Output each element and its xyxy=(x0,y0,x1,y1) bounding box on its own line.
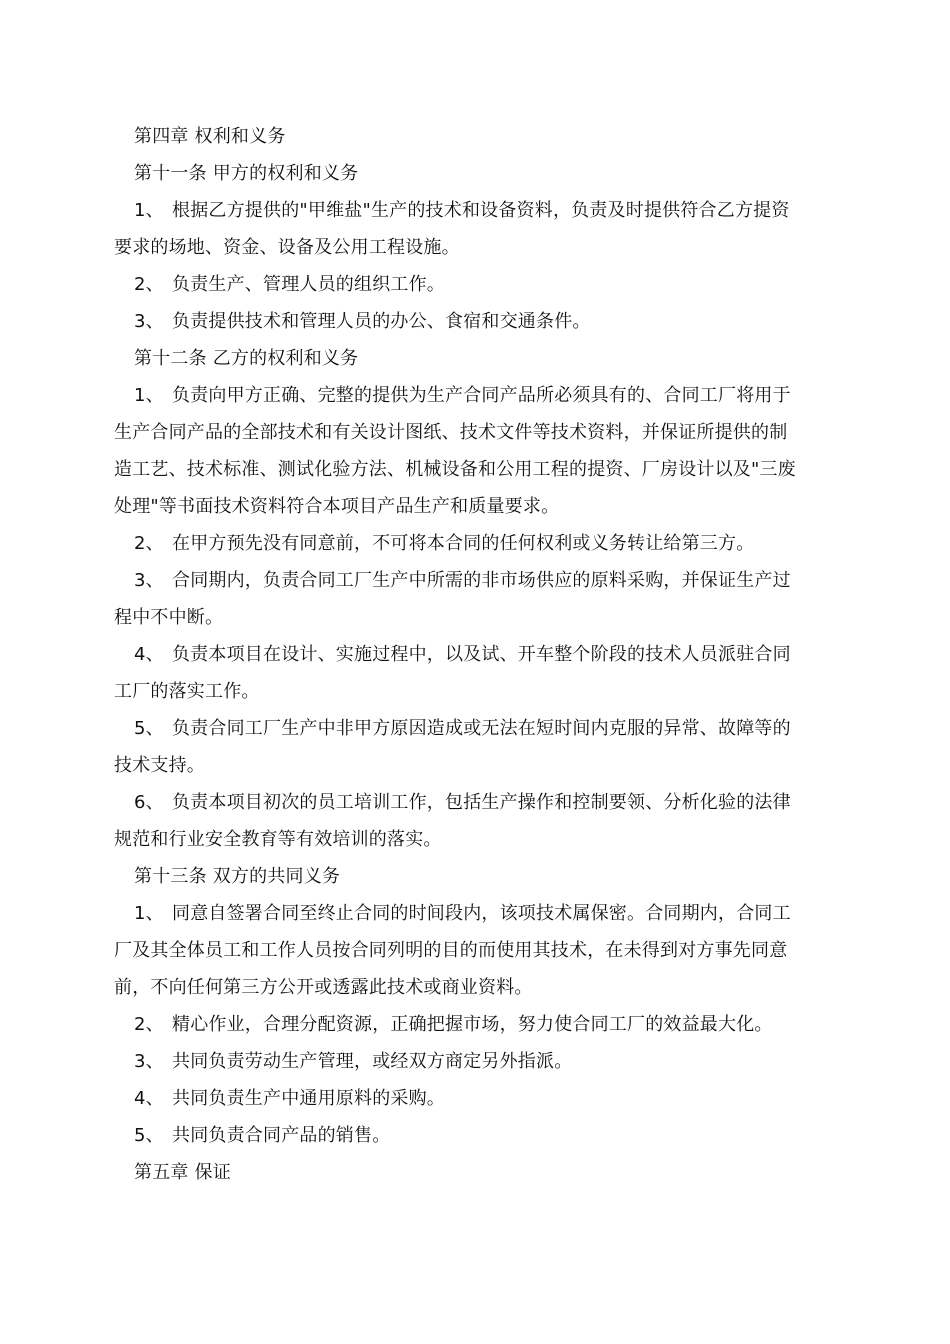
item-number: 4、 xyxy=(134,1088,164,1109)
item-text: 负责合同工厂生产中非甲方原因造成或无法在短时间内克服的异常、故障等的 xyxy=(172,718,791,739)
item-number: 3、 xyxy=(134,1051,164,1072)
article-13-item-5 xyxy=(114,1117,836,1154)
item-text: 负责生产、管理人员的组织工作。 xyxy=(172,274,445,295)
item-text: 负责本项目初次的员工培训工作，包括生产操作和控制要领、分析化验的法律 xyxy=(172,792,791,813)
document-body xyxy=(114,118,836,1191)
article-11-item-1-continued: 要求的场地、资金、设备及公用工程设施。 xyxy=(114,237,460,258)
article-13-item-1-continued: 前，不向任何第三方公开或透露此技术或商业资料。 xyxy=(114,977,533,998)
article-12-heading: 第十二条 乙方的权利和义务 xyxy=(134,348,359,369)
item-text: 共同负责合同产品的销售。 xyxy=(172,1125,391,1146)
article-13-item-2 xyxy=(114,1006,836,1043)
chapter-5-heading: 第五章 保证 xyxy=(134,1162,231,1183)
article-11-item-2 xyxy=(114,266,836,303)
item-text: 负责提供技术和管理人员的办公、食宿和交通条件。 xyxy=(172,311,591,332)
item-text: 负责向甲方正确、完整的提供为生产合同产品所必须具有的、合同工厂将用于 xyxy=(172,385,791,406)
item-number: 4、 xyxy=(134,644,164,665)
item-text: 根据乙方提供的"甲维盐"生产的技术和设备资料，负责及时提供符合乙方提资 xyxy=(172,200,790,221)
article-11-item-3 xyxy=(114,303,836,340)
item-text: 同意自签署合同至终止合同的时间段内，该项技术属保密。合同期内，合同工 xyxy=(172,903,791,924)
article-12-item-3-continued: 程中不中断。 xyxy=(114,607,224,628)
item-number: 1、 xyxy=(134,200,164,221)
article-12-item-2 xyxy=(114,525,836,562)
item-text: 共同负责劳动生产管理，或经双方商定另外指派。 xyxy=(172,1051,573,1072)
item-number: 5、 xyxy=(134,1125,164,1146)
article-12-item-3 xyxy=(114,562,836,599)
item-text: 共同负责生产中通用原料的采购。 xyxy=(172,1088,445,1109)
article-12-item-1-continued: 造工艺、技术标准、测试化验方法、机械设备和公用工程的提资、厂房设计以及"三废 xyxy=(114,459,796,480)
item-text: 负责本项目在设计、实施过程中，以及试、开车整个阶段的技术人员派驻合同 xyxy=(172,644,791,665)
article-13-heading: 第十三条 双方的共同义务 xyxy=(134,866,341,887)
item-number: 3、 xyxy=(134,311,164,332)
article-13-item-4 xyxy=(114,1080,836,1117)
article-13-item-1-continued: 厂及其全体员工和工作人员按合同列明的目的而使用其技术，在未得到对方事先同意 xyxy=(114,940,788,961)
item-number: 6、 xyxy=(134,792,164,813)
article-12-item-6-continued: 规范和行业安全教育等有效培训的落实。 xyxy=(114,829,442,850)
article-12-item-4-continued: 工厂的落实工作。 xyxy=(114,681,260,702)
item-number: 2、 xyxy=(134,1014,164,1035)
item-text: 精心作业，合理分配资源，正确把握市场，努力使合同工厂的效益最大化。 xyxy=(172,1014,773,1035)
chapter-4-heading: 第四章 权利和义务 xyxy=(134,126,286,147)
item-number: 1、 xyxy=(134,903,164,924)
item-number: 3、 xyxy=(134,570,164,591)
item-number: 2、 xyxy=(134,274,164,295)
article-12-item-1-continued: 处理"等书面技术资料符合本项目产品生产和质量要求。 xyxy=(114,496,560,517)
article-12-item-4 xyxy=(114,636,836,673)
item-text: 合同期内，负责合同工厂生产中所需的非市场供应的原料采购，并保证生产过 xyxy=(172,570,791,591)
article-11-item-1 xyxy=(114,192,836,229)
article-12-item-1 xyxy=(114,377,836,414)
article-12-item-1-continued: 生产合同产品的全部技术和有关设计图纸、技术文件等技术资料，并保证所提供的制 xyxy=(114,422,788,443)
article-13-item-3 xyxy=(114,1043,836,1080)
item-text: 在甲方预先没有同意前，不可将本合同的任何权利或义务转让给第三方。 xyxy=(172,533,755,554)
item-number: 1、 xyxy=(134,385,164,406)
article-13-item-1 xyxy=(114,895,836,932)
item-number: 2、 xyxy=(134,533,164,554)
article-12-item-5-continued: 技术支持。 xyxy=(114,755,205,776)
article-12-item-6 xyxy=(114,784,836,821)
item-number: 5、 xyxy=(134,718,164,739)
article-11-heading: 第十一条 甲方的权利和义务 xyxy=(134,163,359,184)
article-12-item-5 xyxy=(114,710,836,747)
